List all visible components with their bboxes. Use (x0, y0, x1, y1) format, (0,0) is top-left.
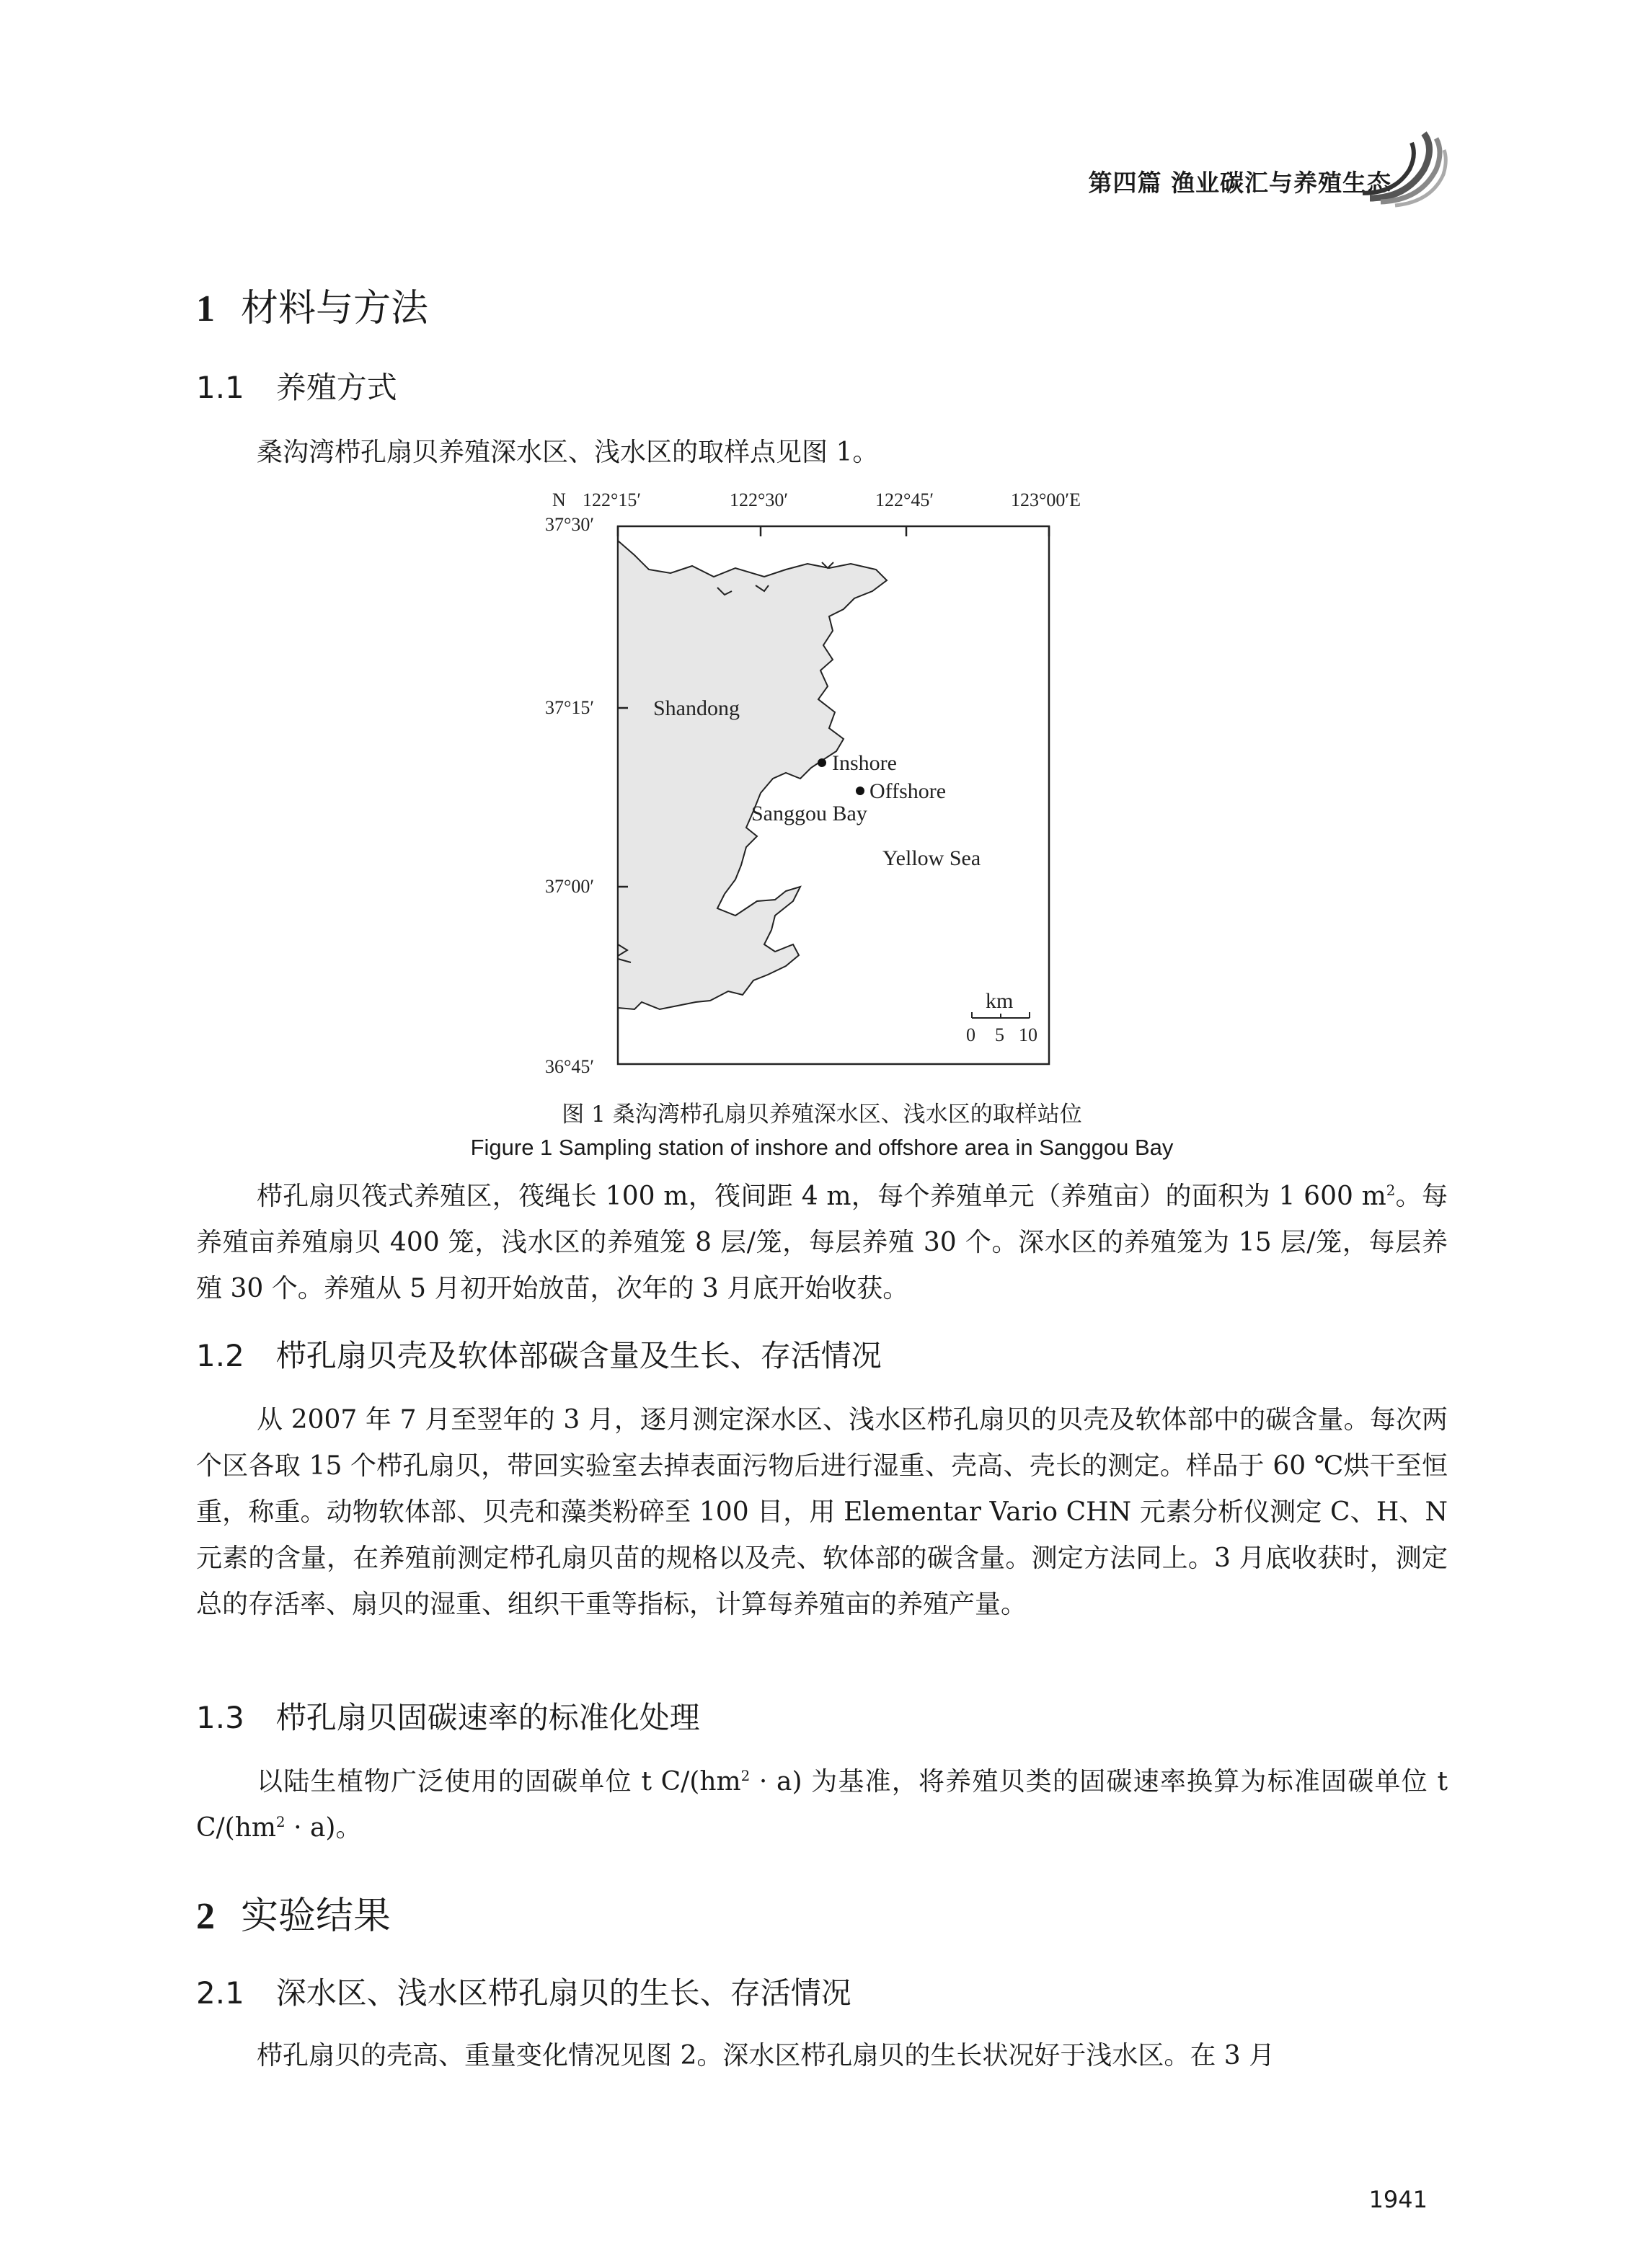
paragraph-text: 栉孔扇贝筏式养殖区，筏绳长 100 m，筏间距 4 m，每个养殖单元（养殖亩）的面积为 1 600 $m^2$。每养殖亩养殖扇贝 400 笼，浅水区的养殖笼 8 层/笼，每层养殖 30 个。深水区的养殖笼为 15 层/笼，每层养殖 30 个。养殖从 5 月初开始放苗，次年的 3 月底开始收获。 (196, 1182, 1448, 1303)
place-sanggou-bay: Sanggou Bay (751, 802, 867, 825)
section-heading (196, 278, 428, 332)
paragraph (196, 1174, 1448, 1312)
place-inshore: Inshore (832, 751, 897, 775)
subsection-title: 栉孔扇贝壳及软体部碳含量及生长、存活情况 (275, 1338, 882, 1373)
scale-unit: km (986, 989, 1014, 1013)
subsection-number: 1.3 (196, 1700, 244, 1735)
scale-tick: 5 (995, 1024, 1004, 1045)
place-shandong: Shandong (653, 696, 740, 720)
subsection-number: 1.2 (196, 1338, 244, 1373)
lat-label: 36°45′ (545, 1056, 595, 1077)
figure-caption-en: Figure 1 Sampling station of inshore and offshore area in Sanggou Bay (470, 1135, 1174, 1160)
paragraph-text: 栉孔扇贝的壳高、重量变化情况见图 2。深水区栉孔扇贝的生长状况好于浅水区。在 3 月 (257, 2041, 1275, 2070)
lat-label: 37°30′ (545, 514, 595, 535)
subsection-heading (196, 364, 397, 407)
lat-label: 37°15′ (545, 697, 595, 718)
subsection-number: 2.1 (196, 1975, 244, 2011)
subsection-title: 养殖方式 (275, 370, 397, 405)
sampling-map (526, 483, 1146, 1096)
section-number: 1 (196, 288, 215, 329)
lon-label: 123°00′E (1011, 490, 1081, 510)
subsection-heading (196, 1694, 700, 1737)
page-number: 1941 (1368, 2186, 1428, 2213)
section-heading (196, 1885, 391, 1939)
section-title: 材料与方法 (241, 287, 429, 330)
section-number: 2 (196, 1896, 215, 1937)
figure-caption-cn: 图 1 桑沟湾栉孔扇贝养殖深水区、浅水区的取样站位 (562, 1102, 1082, 1128)
scale-tick: 0 (966, 1024, 975, 1045)
section-title: 实验结果 (241, 1895, 391, 1938)
running-header: 第四篇 渔业碳汇与养殖生态 (1088, 169, 1391, 197)
paragraph (196, 2033, 1448, 2079)
subsection-title: 栉孔扇贝固碳速率的标准化处理 (275, 1700, 700, 1735)
scale-tick: 10 (1019, 1024, 1037, 1045)
subsection-title: 深水区、浅水区栉孔扇贝的生长、存活情况 (275, 1975, 851, 2011)
lat-label: 37°00′ (545, 876, 595, 897)
place-offshore: Offshore (869, 779, 947, 803)
paragraph-text: 以陆生植物广泛使用的固碳单位 t $C/(hm^2 \cdot a)$ 为基准，将养殖贝类的固碳速率换算为标准固碳单位 t $C/(hm^2 \cdot a)$。 (196, 1767, 1448, 1843)
swirl-logo-icon (1355, 130, 1449, 212)
north-label: N (552, 490, 566, 510)
paragraph (196, 1397, 1448, 1628)
subsection-number: 1.1 (196, 370, 244, 405)
place-yellow-sea: Yellow Sea (882, 846, 981, 870)
paragraph-text: 从 2007 年 7 月至翌年的 3 月，逐月测定深水区、浅水区栉孔扇贝的贝壳及软体部中的碳含量。每次两个区各取 15 个栉孔扇贝，带回实验室去掉表面污物后进行湿重、壳高、壳长的测定。样品于 60 ℃烘干至恒重，称重。动物软体部、贝壳和藻类粉碎至 100 目，用 Elementar Vario CHN 元素分析仪测定 C、H、N 元素的含量，在养殖前测定栉孔扇贝苗的规格以及壳、软体部的碳含量。测定方法同上。3 月底收获时，测定总的存活率、扇贝的湿重、组织干重等指标，计算每养殖亩的养殖产量。 (196, 1405, 1448, 1619)
lon-label: 122°30′ (730, 490, 789, 510)
subsection-heading (196, 1970, 851, 2013)
subsection-heading (196, 1332, 882, 1376)
offshore-station-marker (856, 787, 864, 795)
inshore-station-marker (818, 758, 826, 767)
paragraph-text: 桑沟湾栉孔扇贝养殖深水区、浅水区的取样点见图 1。 (257, 438, 879, 467)
lon-label: 122°45′ (875, 490, 934, 510)
lon-label: 122°15′ (583, 490, 642, 510)
paragraph (196, 430, 1448, 476)
paragraph (196, 1759, 1448, 1851)
